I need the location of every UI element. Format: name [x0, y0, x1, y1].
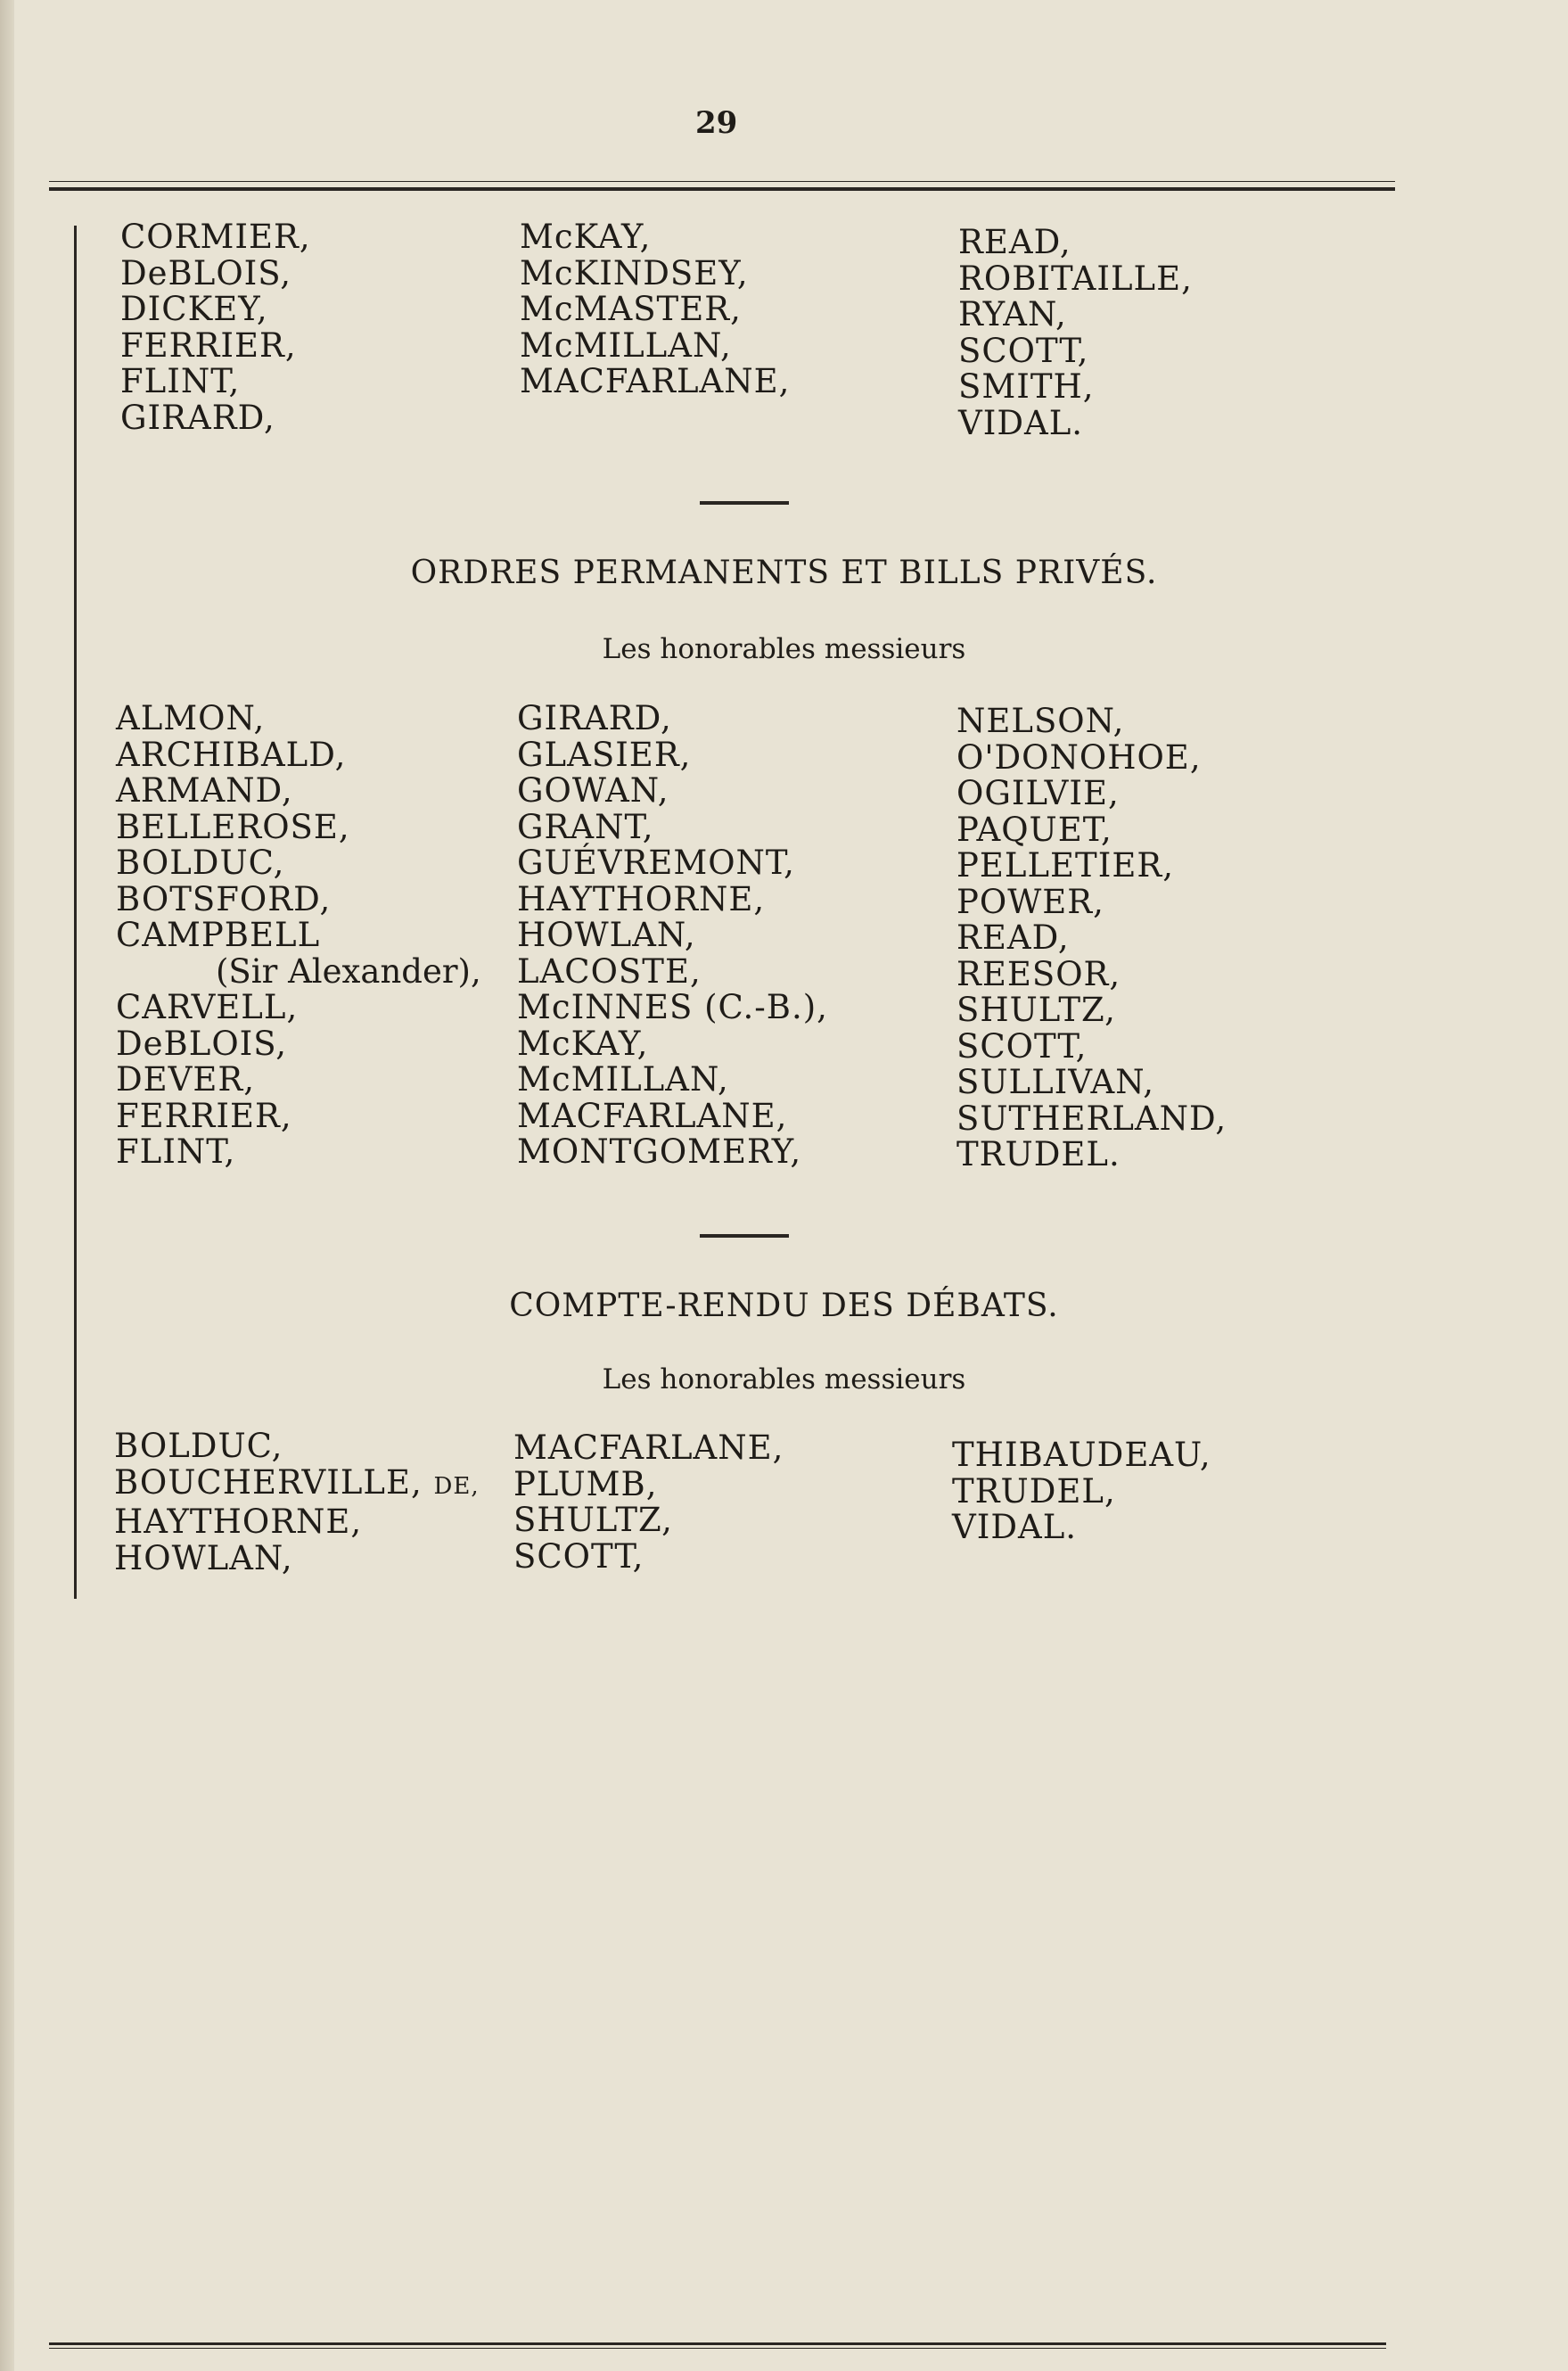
name-entry: DeBLOIS,	[116, 1024, 288, 1063]
name-entry: SCOTT,	[956, 1026, 1088, 1066]
name-entry: FLINT,	[116, 1132, 236, 1171]
name-entry: SMITH,	[958, 367, 1095, 406]
name-entry: PLUMB,	[513, 1464, 658, 1503]
name-entry: THIBAUDEAU,	[952, 1436, 1211, 1474]
name-entry: VIDAL.	[958, 403, 1084, 442]
name-entry: OGILVIE,	[956, 774, 1120, 812]
bottom-rule	[49, 2342, 1386, 2345]
name-entry: VIDAL.	[952, 1508, 1078, 1546]
name-entry: SULLIVAN,	[956, 1063, 1154, 1101]
name-entry: ARMAND,	[116, 771, 293, 810]
name-entry: FLINT,	[120, 362, 241, 400]
section3-col3	[952, 1437, 1211, 1546]
section3-title: COMPTE-RENDU DES DÉBATS.	[509, 1288, 1059, 1324]
bottom-rule-thin	[49, 2348, 1386, 2349]
name-entry: ALMON,	[116, 699, 266, 737]
name-entry: CORMIER,	[120, 218, 311, 256]
name-entry: MONTGOMERY,	[517, 1132, 802, 1171]
name-entry: BOLDUC,	[116, 844, 285, 882]
name-entry: McKINDSEY,	[520, 253, 749, 292]
name-entry: MACFARLANE,	[517, 1096, 788, 1135]
name-entry: READ,	[958, 223, 1071, 261]
name-entry: NELSON,	[956, 702, 1125, 740]
name-entry: HAYTHORNE,	[114, 1502, 363, 1541]
section3-col2	[513, 1430, 784, 1575]
name-entry: GLASIER,	[517, 735, 692, 774]
name-entry: BOTSFORD,	[116, 879, 332, 918]
name-entry: FERRIER,	[120, 325, 297, 365]
name-entry: McINNES (C.-B.),	[517, 988, 828, 1026]
name-entry: PAQUET,	[956, 810, 1112, 849]
section2-col1	[116, 701, 481, 1171]
section1-col3	[958, 225, 1193, 441]
name-entry: ROBITAILLE,	[958, 259, 1193, 298]
name-entry: HOWLAN,	[114, 1538, 293, 1577]
name-entry: McKAY,	[520, 218, 652, 256]
section2-title: ORDRES PERMANENTS ET BILLS PRIVÉS.	[410, 555, 1158, 591]
name-entry: McMILLAN,	[520, 325, 732, 365]
name-entry: SCOTT,	[513, 1536, 644, 1576]
name-entry: MACFARLANE,	[520, 362, 791, 400]
page-number: 29	[695, 105, 738, 141]
name-entry: SHULTZ,	[956, 991, 1116, 1029]
name-entry: TRUDEL.	[956, 1135, 1121, 1173]
name-entry: DICKEY,	[120, 290, 268, 328]
name-entry: GRANT,	[517, 807, 654, 846]
section3-col1	[114, 1428, 480, 1577]
name-entry: McKAY,	[517, 1024, 649, 1063]
name-entry-qualifier: (Sir Alexander),	[216, 951, 481, 991]
name-entry: POWER,	[956, 882, 1104, 921]
section2-subtitle: Les honorables messieurs	[602, 633, 966, 665]
name-entry: SHULTZ,	[513, 1501, 673, 1539]
name-entry: TRUDEL,	[952, 1471, 1116, 1511]
name-entry: CARVELL,	[116, 988, 299, 1026]
name-entry: DEVER,	[116, 1060, 256, 1099]
name-entry: GOWAN,	[517, 771, 669, 810]
name-entry: O'DONOHOE,	[956, 737, 1202, 777]
top-rule	[49, 187, 1395, 191]
section2-col3	[956, 704, 1227, 1173]
name-entry: BOLDUC,	[114, 1427, 283, 1465]
name-entry: DeBLOIS,	[120, 253, 292, 292]
name-entry: SUTHERLAND,	[956, 1099, 1227, 1138]
section1-col2	[520, 219, 790, 400]
name-entry: HAYTHORNE,	[517, 879, 766, 918]
section-divider	[700, 501, 789, 505]
section1-col1	[120, 219, 311, 436]
name-entry: FERRIER,	[116, 1096, 292, 1135]
name-entry: GIRARD,	[517, 699, 672, 737]
name-entry: CAMPBELL	[116, 916, 321, 954]
name-entry: BOUCHERVILLE,	[114, 1462, 423, 1502]
name-particle: DE,	[433, 1472, 480, 1500]
name-entry: LACOSTE,	[517, 951, 702, 991]
section3-subtitle: Les honorables messieurs	[602, 1363, 966, 1395]
top-rule-thin	[49, 181, 1395, 182]
section2-col2	[517, 701, 828, 1171]
name-entry: PELLETIER,	[956, 846, 1174, 885]
name-entry: HOWLAN,	[517, 916, 696, 954]
name-entry: REESOR,	[956, 954, 1121, 993]
name-entry: BELLEROSE,	[116, 807, 350, 846]
name-entry: GIRARD,	[120, 398, 275, 437]
name-entry: SCOTT,	[958, 331, 1089, 370]
page-binding-edge	[0, 0, 14, 2371]
section-divider	[700, 1234, 789, 1238]
name-entry: RYAN,	[958, 295, 1067, 333]
name-entry: MACFARLANE,	[513, 1428, 784, 1467]
name-entry: McMASTER,	[520, 290, 742, 328]
name-entry: READ,	[956, 918, 1070, 957]
name-entry: McMILLAN,	[517, 1060, 729, 1099]
name-entry: ARCHIBALD,	[116, 735, 347, 774]
name-entry: GUÉVREMONT,	[517, 844, 795, 882]
